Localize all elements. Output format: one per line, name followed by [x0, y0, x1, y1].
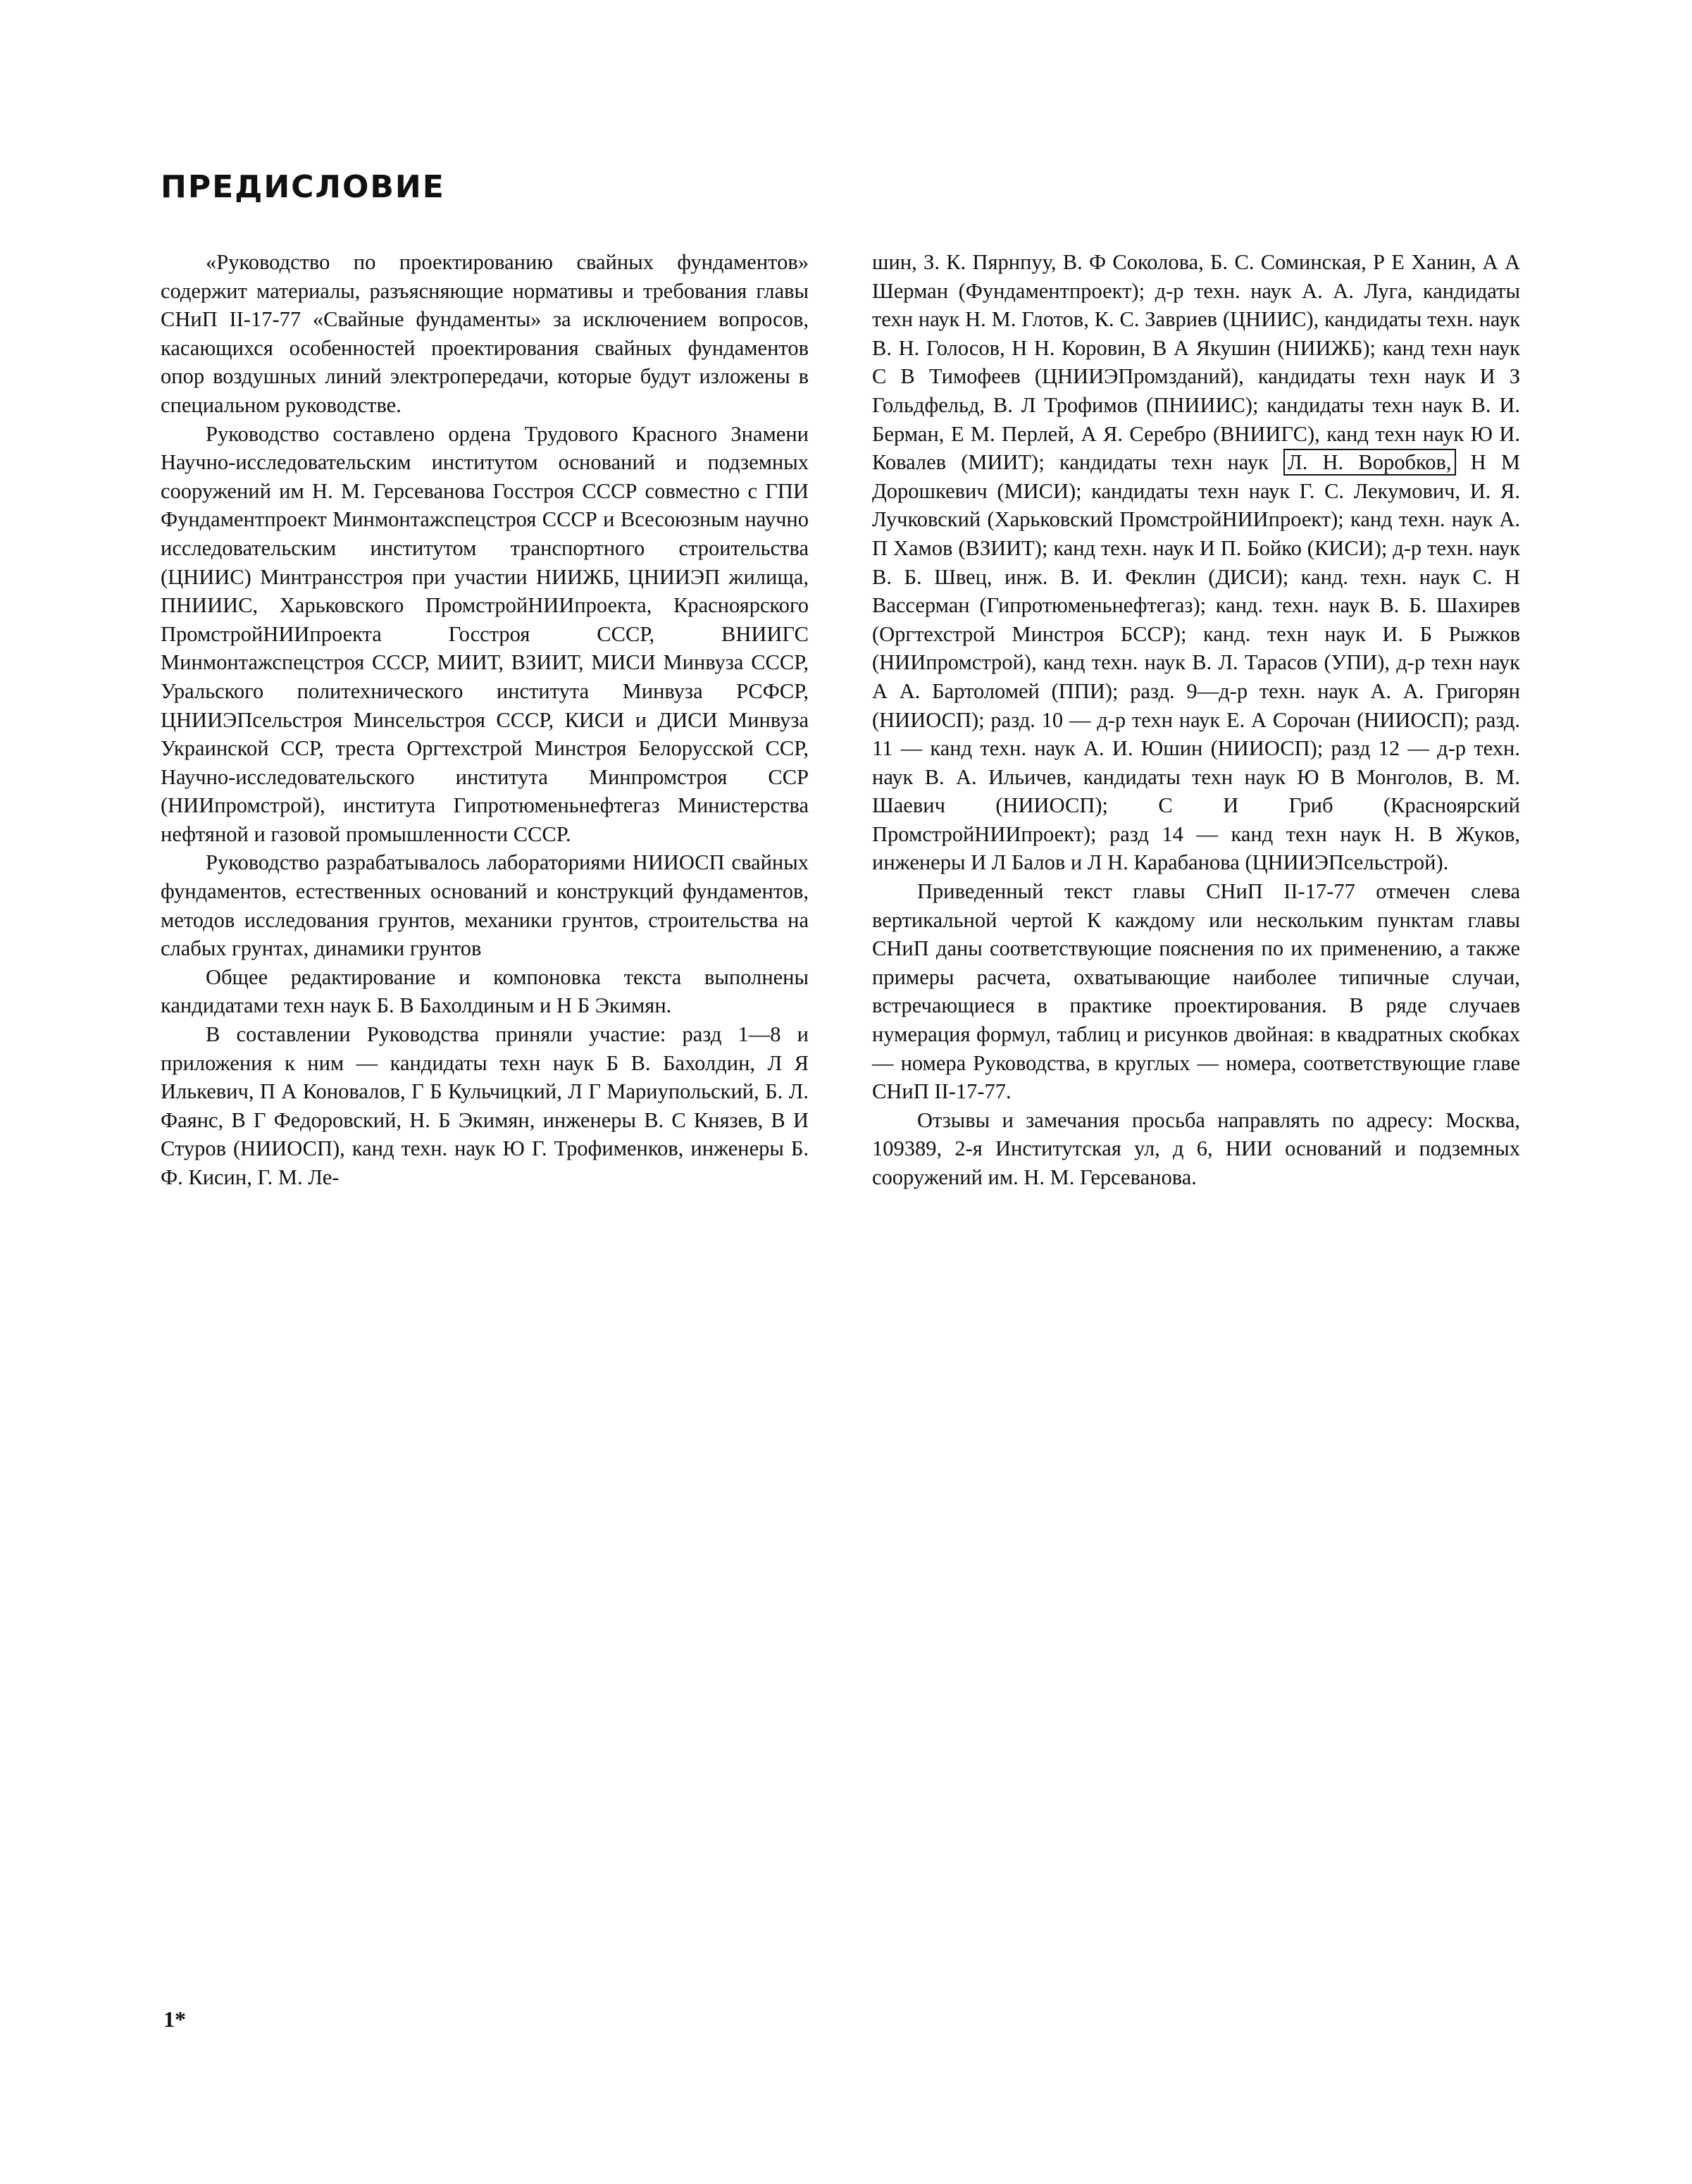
- participants-text-before-box: шин, З. К. Пярнпуу, В. Ф Соколова, Б. С. Соминская, Р Е Ханин, А А Шерман (Фундаментпроект); д-р техн. наук А. А. Луга, кандидаты техн наук Н. М. Глотов, К. С. Завриев (ЦНИИС), кандидаты техн. наук В. Н. Голосов, Н Н. Коровин, В А Якушин (НИИЖБ); канд техн наук С В Тимофеев (ЦНИИЭПромзданий), кандидаты техн наук И З Гольдфельд, В. Л Трофимов (ПНИИИС); кандидаты техн наук В. И. Берман, Е М. Перлей, А Я. Серебро (ВНИИГС), канд техн наук Ю И. Ковалев (МИИТ); кандидаты техн наук: [872, 250, 1520, 475]
- paragraph-authors-institutions: Руководство составлено ордена Трудового Красного Знамени Научно-исследовательским институтом оснований и подземных сооружений им Н. М. Герсеванова Госстроя СССР совместно с ГПИ Фундаментпроект Минмонтажспецстроя СССР и Всесоюзным научно исследовательским институтом транспортного строительства (ЦНИИС) Минтрансстроя при участии НИИЖБ, ЦНИИЭП жилища, ПНИИИС, Харьковского ПромстройНИИпроекта, Красноярского ПромстройНИИпроекта Госстроя СССР, ВНИИГС Минмонтажспецстроя СССР, МИИТ, ВЗИИТ, МИСИ Минвуза СССР, Уральского политехнического института Минвуза РСФСР, ЦНИИЭПсельстроя Минсельстроя СССР, КИСИ и ДИСИ Минвуза Украинской ССР, треста Оргтехстрой Минстроя Белорусской ССР, Научно-исследовательского института Минпромстроя ССР (НИИпромстрой), института Гипротюменьнефтегаз Министерства нефтяной и газовой промышленности СССР.: [161, 421, 809, 846]
- paragraph-laboratories: Руководство разрабатывалось лабораториями НИИОСП свайных фундаментов, естественных оснований и конструкций фундаментов, методов исследования грунтов, механики грунтов, строительства на слабых грунтах, динамики грунтов: [161, 850, 809, 961]
- left-column: [161, 248, 809, 1192]
- paragraph-notation: Приведенный текст главы СНиП II-17-77 отмечен слева вертикальной чертой К каждому или нескольким пунктам главы СНиП даны соответствующие пояснения по их применению, а также примеры расчета, охватывающие наиболее типичные случаи, встречающиеся в практике проектирования. В ряде случаев нумерация формул, таблиц и рисунков двойная: в квадратных скобках — номера Руководства, в круглых — номера, соответствующие главе СНиП II-17-77.: [872, 879, 1520, 1104]
- page-title: ПРЕДИСЛОВИЕ: [161, 169, 445, 205]
- paragraph-participants-continued: [872, 248, 1520, 877]
- page-number: 1*: [163, 2006, 186, 2032]
- right-column: [872, 248, 1520, 1192]
- paragraph-intro: «Руководство по проектированию свайных фундаментов» содержит материалы, разъясняющие нормативы и требования главы СНиП II-17-77 «Свайные фундаменты» за исключением вопросов, касающихся особенностей проектирования свайных фундаментов опор воздушных линий электропередачи, которые будут изложены в специальном руководстве.: [161, 250, 809, 417]
- paragraph-editing: Общее редактирование и компоновка текста выполнены кандидатами техн наук Б. В Бахолдиным и Н Б Экимян.: [161, 964, 809, 1018]
- boxed-name: Л. Н. Воробков,: [1283, 449, 1455, 476]
- paragraph-participants: В составлении Руководства приняли участие: разд 1—8 и приложения к ним — кандидаты техн наук Б В. Бахолдин, Л Я Илькевич, П А Коновалов, Г Б Кульчицкий, Л Г Мариупольский, Б. Л. Фаянс, В Г Федоровский, Н. Б Экимян, инженеры В. С Князев, В И Стуров (НИИОСП), канд техн. наук Ю Г. Трофименков, инженеры Б. Ф. Кисин, Г. М. Ле-: [161, 1022, 809, 1189]
- participants-text-after-box: Н М Дорошкевич (МИСИ); кандидаты техн наук Г. С. Лекумович, И. Я. Лучковский (Харьковский ПромстройНИИпроект); канд техн. наук А. П Хамов (ВЗИИТ); канд техн. наук И П. Бойко (КИСИ); д-р техн. наук В. Б. Швец, инж. В. И. Феклин (ДИСИ); канд. техн. наук С. Н Вассерман (Гипротюменьнефтегаз); канд. техн. наук В. Б. Шахирев (Оргтехстрой Минстроя БССР); канд. техн наук И. Б Рыжков (НИИпромстрой), канд техн. наук В. Л. Тарасов (УПИ), д-р техн наук А А. Бартоломей (ППИ); разд. 9—д-р техн. наук А. А. Григорян (НИИОСП); разд. 10 — д-р техн наук Е. А Сорочан (НИИОСП); разд. 11 — канд техн. наук А. И. Юшин (НИИОСП); разд 12 — д-р техн. наук В. А. Ильичев, кандидаты техн наук Ю В Монголов, В. М. Шаевич (НИИОСП); С И Гриб (Красноярский ПромстройНИИпроект); разд 14 — канд техн наук Н. В Жуков, инженеры И Л Балов и Л Н. Карабанова (ЦНИИЭПсельстрой).: [872, 450, 1521, 875]
- paragraph-feedback-address: Отзывы и замечания просьба направлять по адресу: Москва, 109389, 2-я Институтская ул, д 6, НИИ оснований и подземных сооружений им. Н. М. Герсеванова.: [872, 1107, 1520, 1189]
